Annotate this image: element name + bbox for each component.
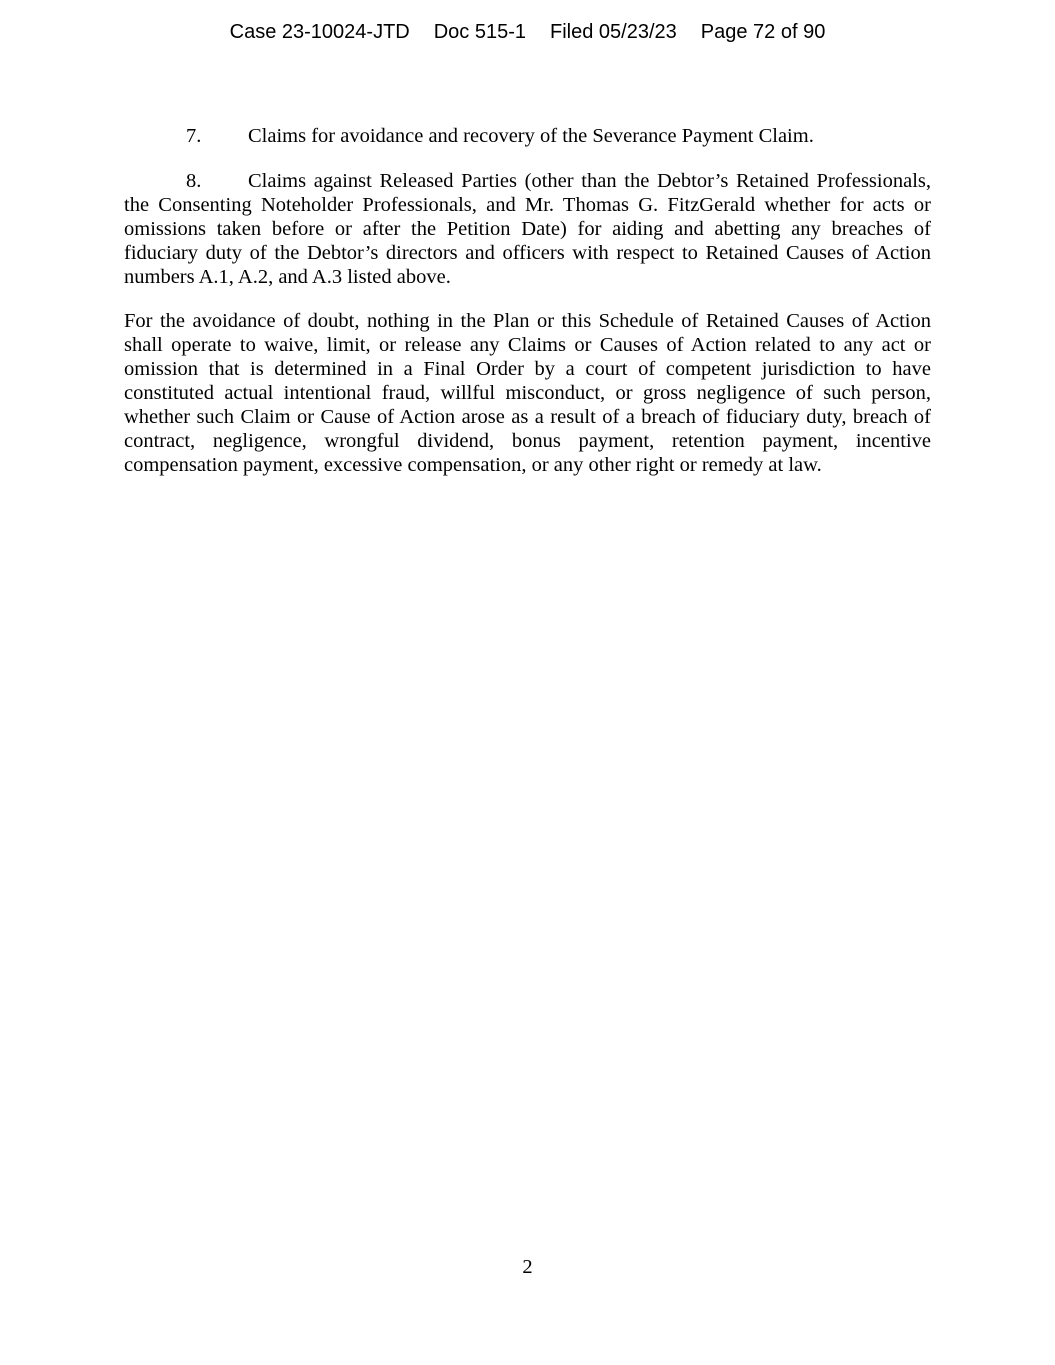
list-item-7 bbox=[124, 124, 931, 148]
case-header bbox=[0, 19, 1055, 45]
list-item-8 bbox=[124, 169, 931, 289]
closing-paragraph bbox=[124, 309, 931, 477]
doc-number: Doc 515-1 bbox=[433, 21, 527, 43]
item-text: Claims for avoidance and recovery of the Severance Payment Claim. bbox=[248, 125, 814, 147]
page-number: 2 bbox=[522, 1256, 533, 1278]
filed-date: Filed 05/23/23 bbox=[550, 21, 677, 43]
item-number: 7. bbox=[186, 125, 202, 147]
item-text: Claims against Released Parties (other than the Debtor’s Retained Professionals, the Consenting Noteholder Professionals, and Mr. Thomas G. FitzGerald whether for acts or omissions taken before or after the Petition Date) for aiding and abetting any breaches of fiduciary duty of the Debtor’s directors and officers with respect to Retained Causes of Action numbers A.1, A.2, and A.3 listed above. bbox=[124, 170, 931, 288]
case-number: Case 23-10024-JTD bbox=[229, 21, 410, 43]
item-number: 8. bbox=[186, 170, 202, 192]
page-count: Page 72 of 90 bbox=[700, 21, 826, 43]
closing-paragraph-text: For the avoidance of doubt, nothing in the Plan or this Schedule of Retained Causes of Action shall operate to waive, limit, or release any Claims or Causes of Action related to any act or omission that is determined in a Final Order by a court of competent jurisdiction to have constituted actual intentional fraud, willful misconduct, or gross negligence of such person, whether such Claim or Cause of Action arose as a result of a breach of fiduciary duty, breach of contract, negligence, wrongful dividend, bonus payment, retention payment, incentive compensation payment, excessive compensation, or any other right or remedy at law. bbox=[124, 310, 931, 476]
